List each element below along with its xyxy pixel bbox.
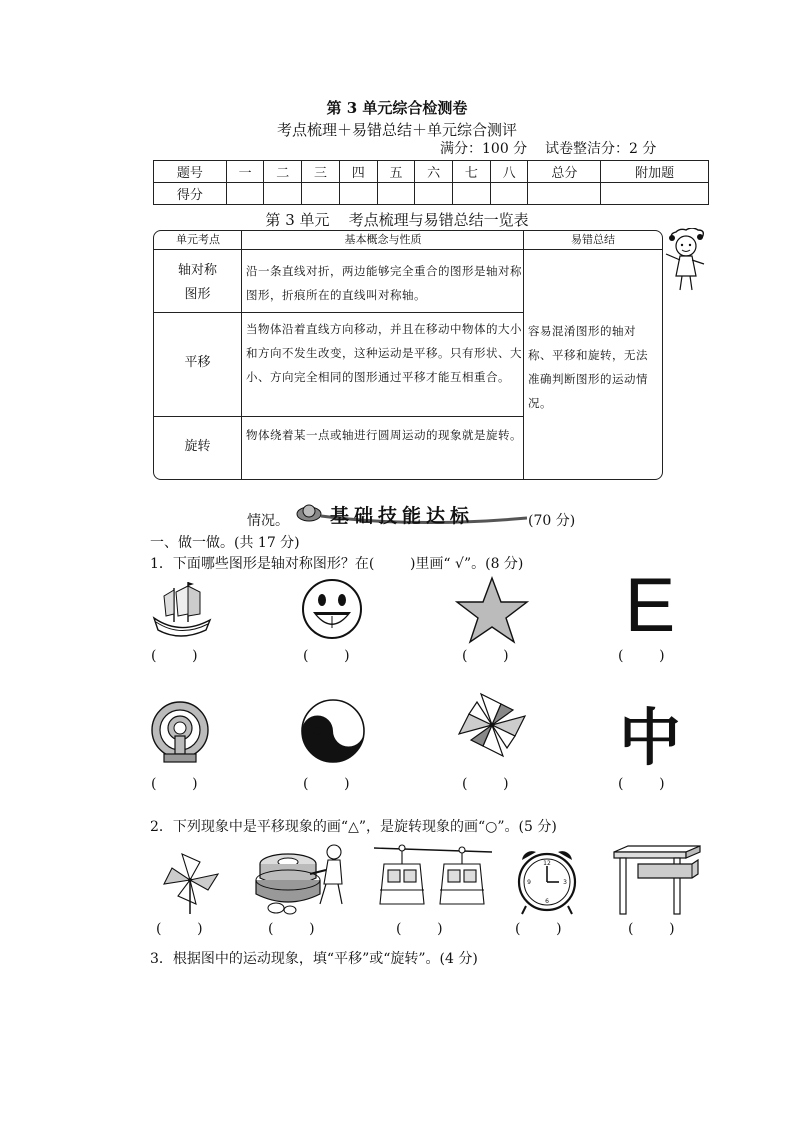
smiley-face-icon xyxy=(300,578,364,640)
score-table-cell: 附加题 xyxy=(601,161,709,183)
answer-blank[interactable]: ( ) xyxy=(618,648,665,664)
yin-yang-icon xyxy=(300,698,366,764)
question-2: 2．下列现象中是平移现象的画“△”，是旋转现象的画“○”。(5 分) xyxy=(150,819,557,835)
page-subtitle: 考点梳理＋易错总结＋单元综合测评 xyxy=(276,121,517,139)
score-table-score-row xyxy=(154,183,709,205)
score-table-cell: 四 xyxy=(339,161,377,183)
summary-header-concept: 基本概念与性质 xyxy=(242,231,524,250)
summary-title: 第 3 单元 考点梳理与易错总结一览表 xyxy=(265,211,529,229)
score-cell-input[interactable] xyxy=(339,183,377,205)
topic-symmetry xyxy=(154,259,241,307)
score-table-cell: 一 xyxy=(226,161,264,183)
answer-blank[interactable]: ( ) xyxy=(628,921,675,937)
part-heading: 一、做一做。(共 17 分) xyxy=(150,535,300,551)
alarm-clock-icon xyxy=(514,846,580,916)
score-table-cell: 六 xyxy=(415,161,453,183)
answer-blank[interactable]: ( ) xyxy=(462,776,509,792)
divider xyxy=(154,416,524,417)
summary-header-topic: 单元考点 xyxy=(154,231,242,250)
drawer-icon xyxy=(612,844,702,916)
cable-car-icon xyxy=(374,842,492,914)
answer-blank[interactable]: ( ) xyxy=(156,921,203,937)
divider xyxy=(154,312,524,313)
score-cell-input[interactable] xyxy=(601,183,709,205)
score-info: 满分：100 分 试卷整洁分：2 分 xyxy=(440,141,657,157)
score-cell-input[interactable] xyxy=(264,183,302,205)
round-sign-icon xyxy=(148,700,212,766)
score-table-cell: 二 xyxy=(264,161,302,183)
svg-text:6: 6 xyxy=(545,898,549,905)
sailboat-icon xyxy=(150,578,214,640)
answer-blank[interactable]: ( ) xyxy=(303,776,350,792)
summary-table xyxy=(153,230,663,480)
star-icon xyxy=(455,576,529,644)
topic-rotation: 旋转 xyxy=(184,439,211,454)
character-zhong-icon: 中 xyxy=(618,701,681,774)
answer-blank[interactable]: ( ) xyxy=(303,648,350,664)
score-table xyxy=(153,160,709,205)
answer-blank[interactable]: ( ) xyxy=(151,648,198,664)
score-cell-input[interactable] xyxy=(453,183,491,205)
section-lead-text: 情况。 xyxy=(247,513,289,529)
concept-rotation: 物体绕着某一点或轴进行圆周运动的现象就是旋转。 xyxy=(246,428,522,442)
svg-text:12: 12 xyxy=(543,860,551,867)
concept-translation: 当物体沿着直线方向移动，并且在移动中物体的大小和方向不发生改变，这种运动是平移。只有形状、大小、方向完全相同的图形通过平移才能互相重合。 xyxy=(246,322,522,384)
pinwheel-icon xyxy=(160,846,222,916)
mistake-summary: 容易混淆图形的轴对称、平移和旋转，无法准确判断图形的运动情况。 xyxy=(528,324,648,410)
score-table-cell: 总分 xyxy=(528,161,601,183)
answer-blank[interactable]: ( ) xyxy=(268,921,315,937)
score-table-header-row xyxy=(154,161,709,183)
score-table-cell: 得分 xyxy=(154,183,227,205)
divider xyxy=(241,231,242,479)
letter-e-icon: E xyxy=(624,563,676,648)
answer-blank[interactable]: ( ) xyxy=(618,776,665,792)
question-3: 3．根据图中的运动现象，填“平移”或“旋转”。(4 分) xyxy=(150,951,478,967)
answer-blank[interactable]: ( ) xyxy=(515,921,562,937)
score-table-cell: 题号 xyxy=(154,161,227,183)
summary-header-mistake: 易错总结 xyxy=(524,231,662,250)
page-title: 第 3 单元综合检测卷 xyxy=(326,99,468,117)
question-1: 1．下面哪些图形是轴对称图形？在( )里画“ √”。(8 分) xyxy=(150,556,524,572)
score-cell-input[interactable] xyxy=(226,183,264,205)
score-table-cell: 八 xyxy=(490,161,528,183)
section-banner-title: 基础技能达标 xyxy=(330,505,475,527)
divider xyxy=(523,231,524,479)
score-cell-input[interactable] xyxy=(490,183,528,205)
score-table-cell: 三 xyxy=(302,161,340,183)
millstone-icon xyxy=(254,842,350,916)
concept-symmetry: 沿一条直线对折，两边能够完全重合的图形是轴对称图形，折痕所在的直线叫对称轴。 xyxy=(246,264,522,302)
section-score: (70 分) xyxy=(528,513,576,529)
topic-label: 轴对称 xyxy=(177,263,217,278)
svg-text:3: 3 xyxy=(563,879,567,886)
topic-translation: 平移 xyxy=(184,355,211,370)
pinwheel-icon xyxy=(455,690,529,760)
score-table-cell: 五 xyxy=(377,161,415,183)
score-cell-input[interactable] xyxy=(528,183,601,205)
answer-blank[interactable]: ( ) xyxy=(396,921,443,937)
score-cell-input[interactable] xyxy=(415,183,453,205)
cartoon-girl-icon xyxy=(660,228,712,296)
score-cell-input[interactable] xyxy=(377,183,415,205)
answer-blank[interactable]: ( ) xyxy=(462,648,509,664)
score-cell-input[interactable] xyxy=(302,183,340,205)
svg-text:9: 9 xyxy=(527,879,531,886)
answer-blank[interactable]: ( ) xyxy=(151,776,198,792)
score-table-cell: 七 xyxy=(453,161,491,183)
topic-label: 图形 xyxy=(184,287,211,302)
